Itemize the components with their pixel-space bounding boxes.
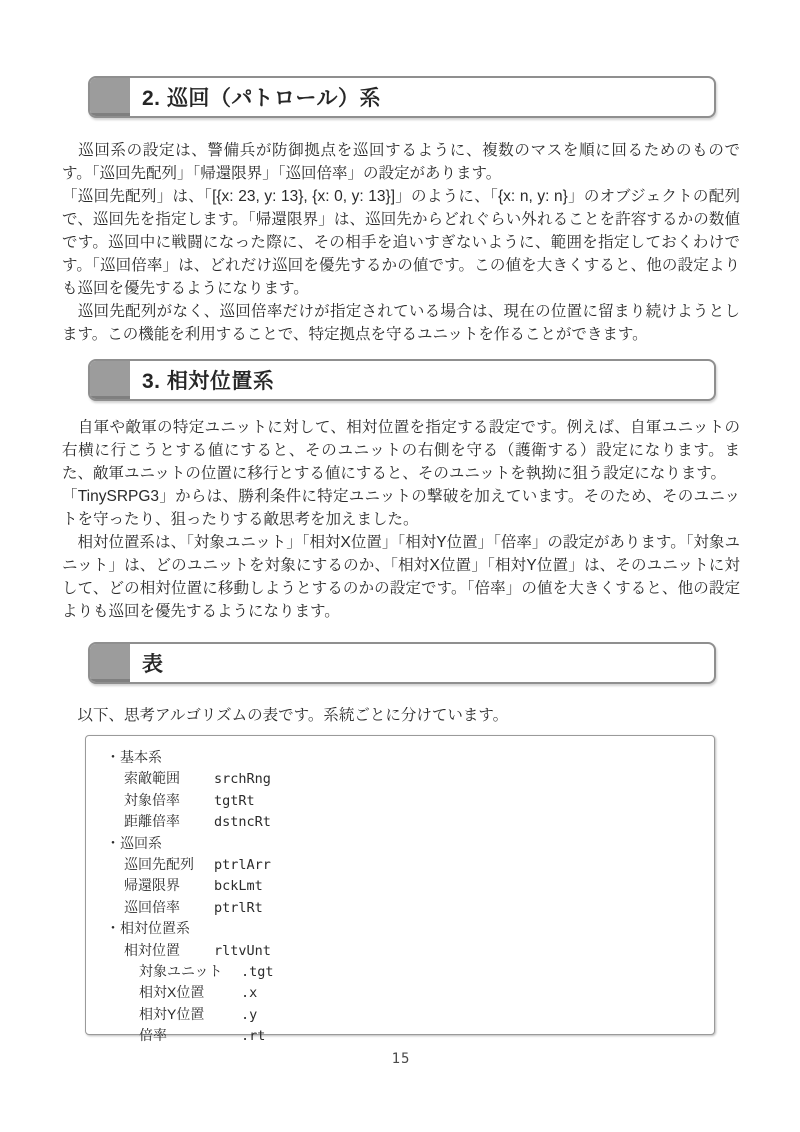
section-marker-icon <box>90 361 130 399</box>
paragraph: 以下、思考アルゴリズムの表です。系統ごとに分けています。 <box>62 707 509 724</box>
algorithm-parameter-table <box>85 735 715 1045</box>
table-row-label: 帰還限界 <box>124 877 180 894</box>
section-title: 3. 相対位置系 <box>142 370 275 393</box>
table-row-label: 巡回倍率 <box>124 898 180 915</box>
table-row-code: .y <box>241 1006 258 1023</box>
section-body-patrol <box>62 139 740 346</box>
table-row-label: 対象ユニット <box>139 962 223 979</box>
table-row-label: 巡回先配列 <box>124 855 194 872</box>
table-row-code: tgtRt <box>214 792 255 809</box>
table-row <box>86 811 714 832</box>
table-row-group-patrol <box>86 833 714 854</box>
table-row-label: 倍率 <box>139 1027 167 1044</box>
table-row <box>86 790 714 811</box>
table-row-label: 索敵範囲 <box>124 770 180 787</box>
table-row-code: .rt <box>241 1028 266 1045</box>
table-row <box>86 982 714 1003</box>
table-row-label: 相対X位置 <box>139 984 205 1001</box>
table-row-code: rltvUnt <box>214 942 271 959</box>
paragraph: 「TinySRPG3」からは、勝利条件に特定ユニットの撃破を加えています。そのため、そのユニットを守ったり、狙ったりする敵思考を加えました。 <box>62 488 740 528</box>
paragraph: 相対位置系は、「対象ユニット」「相対X位置」「相対Y位置」「倍率」の設定があります。「対象ユニット」は、どのユニットを対象にするのか、「相対X位置」「相対Y位置」は、そのユニットに対して、どの相対位置に移動しようとするのかの設定です。「倍率」の値を大きくすると、他の設定よりも巡回を優先するようになります。 <box>62 534 740 620</box>
table-row <box>86 768 714 789</box>
table-row-code: dstncRt <box>214 814 271 831</box>
section-body-table <box>62 704 740 727</box>
section-marker-icon <box>90 644 130 682</box>
table-row-label: ・基本系 <box>106 749 162 765</box>
paragraph: 自軍や敵軍の特定ユニットに対して、相対位置を指定する設定です。例えば、自軍ユニットの右横に行こうとする値にすると、そのユニットの右側を守る（護衛する）設定になります。また、敵軍ユニットの位置に移行とする値にすると、そのユニットを執拗に狙う設定になります。 <box>62 419 740 482</box>
table-row <box>86 1004 714 1025</box>
section-marker-icon <box>90 78 130 116</box>
section-header-relative-position <box>88 359 716 401</box>
section-header-patrol <box>88 76 716 118</box>
table-row-label: ・相対位置系 <box>106 920 190 937</box>
table-row <box>86 897 714 918</box>
table-row-label: 距離倍率 <box>124 813 180 830</box>
table-row-code: ptrlRt <box>214 899 263 916</box>
table-row-group-basic <box>86 747 714 768</box>
table-row-code: .tgt <box>241 963 274 980</box>
table-row-code: srchRng <box>214 771 271 788</box>
table-row <box>86 961 714 982</box>
table-row-label: 相対位置 <box>124 941 180 958</box>
table-row-group-relative <box>86 918 714 939</box>
section-body-relative-position <box>62 416 740 623</box>
paragraph: 巡回先配列がなく、巡回倍率だけが指定されている場合は、現在の位置に留まり続けようとします。この機能を利用することで、特定拠点を守るユニットを作ることができます。 <box>62 303 740 343</box>
table-row-code: bckLmt <box>214 878 263 895</box>
paragraph: 巡回系の設定は、警備兵が防御拠点を巡回するように、複数のマスを順に回るためのものです。「巡回先配列」「帰還限界」「巡回倍率」の設定があります。 <box>62 142 740 182</box>
paragraph: 「巡回先配列」は、「[{x: 23, y: 13}, {x: 0, y: 13}]」のように、「{x: n, y: n}」のオブジェクトの配列で、巡回先を指定します。「帰還限界」は、巡回先からどれぐらい外れることを許容するかの数値です。巡回中に戦闘になった際に、その相手を追いすぎないように、範囲を指定しておくわけです。「巡回倍率」は、どれだけ巡回を優先するかの値です。この値を大きくすると、他の設定よりも巡回を優先するようになります。 <box>62 188 740 297</box>
table-row-label: 相対Y位置 <box>139 1005 205 1022</box>
page-number: 15 <box>391 1051 411 1067</box>
section-title: 表 <box>142 653 164 676</box>
table-row <box>86 875 714 896</box>
table-row-label: ・巡回系 <box>106 834 162 851</box>
table-row <box>86 854 714 875</box>
table-row-code: ptrlArr <box>214 856 271 873</box>
table-row <box>86 940 714 961</box>
section-header-table <box>88 642 716 684</box>
table-row-code: .x <box>241 985 258 1002</box>
table-row <box>86 1025 714 1046</box>
section-title: 2. 巡回（パトロール）系 <box>142 87 382 110</box>
table-row-label: 対象倍率 <box>124 791 180 808</box>
